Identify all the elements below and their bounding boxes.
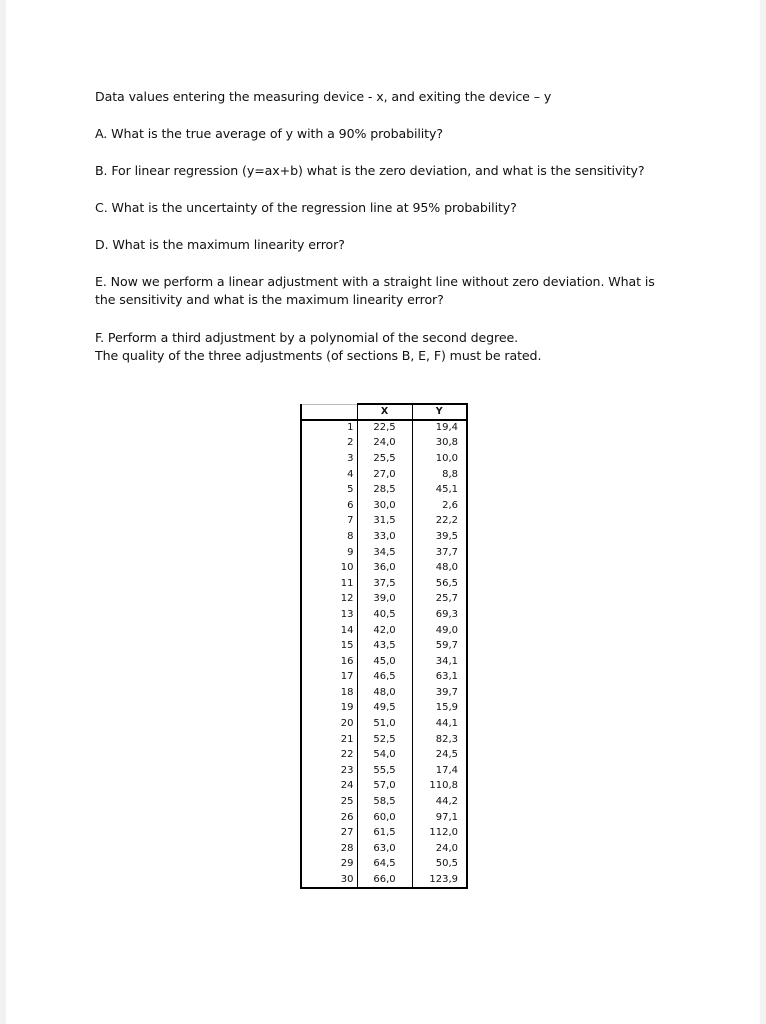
question-a xyxy=(95,125,675,143)
table-row xyxy=(301,872,467,888)
cell-y: 45,1 xyxy=(412,482,467,498)
cell-index: 6 xyxy=(301,498,357,514)
cell-x: 28,5 xyxy=(357,482,412,498)
cell-index: 13 xyxy=(301,607,357,623)
cell-index: 14 xyxy=(301,623,357,639)
cell-x: 63,0 xyxy=(357,841,412,857)
cell-index: 3 xyxy=(301,451,357,467)
table-row xyxy=(301,592,467,608)
header-y: Y xyxy=(412,404,467,420)
page-edge-left xyxy=(0,0,6,1024)
table-row xyxy=(301,623,467,639)
cell-y: 44,2 xyxy=(412,794,467,810)
cell-y: 110,8 xyxy=(412,779,467,795)
cell-y: 8,8 xyxy=(412,467,467,483)
cell-x: 46,5 xyxy=(357,670,412,686)
cell-y: 19,4 xyxy=(412,420,467,436)
table-row xyxy=(301,467,467,483)
header-index xyxy=(301,404,357,420)
table-row xyxy=(301,638,467,654)
table-row xyxy=(301,607,467,623)
table-row xyxy=(301,763,467,779)
table-row xyxy=(301,841,467,857)
cell-x: 57,0 xyxy=(357,779,412,795)
cell-x: 45,0 xyxy=(357,654,412,670)
question-d-text: D. What is the maximum linearity error? xyxy=(95,237,345,252)
cell-y: 39,5 xyxy=(412,529,467,545)
cell-y: 97,1 xyxy=(412,810,467,826)
cell-index: 30 xyxy=(301,872,357,888)
cell-index: 11 xyxy=(301,576,357,592)
cell-index: 23 xyxy=(301,763,357,779)
cell-y: 44,1 xyxy=(412,716,467,732)
cell-x: 55,5 xyxy=(357,763,412,779)
table-row xyxy=(301,545,467,561)
cell-index: 10 xyxy=(301,560,357,576)
cell-y: 39,7 xyxy=(412,685,467,701)
table-row xyxy=(301,529,467,545)
question-c-text: C. What is the uncertainty of the regression line at 95% probability? xyxy=(95,200,517,215)
cell-x: 54,0 xyxy=(357,747,412,763)
cell-y: 25,7 xyxy=(412,592,467,608)
table-row xyxy=(301,825,467,841)
cell-index: 7 xyxy=(301,514,357,530)
table-row xyxy=(301,747,467,763)
question-b-text: B. For linear regression (y=ax+b) what is the zero deviation, and what is the sensitivity? xyxy=(95,163,645,178)
cell-y: 50,5 xyxy=(412,857,467,873)
table-row xyxy=(301,685,467,701)
cell-index: 27 xyxy=(301,825,357,841)
cell-index: 9 xyxy=(301,545,357,561)
cell-y: 2,6 xyxy=(412,498,467,514)
cell-index: 12 xyxy=(301,592,357,608)
cell-x: 30,0 xyxy=(357,498,412,514)
cell-y: 49,0 xyxy=(412,623,467,639)
table-row xyxy=(301,514,467,530)
cell-x: 42,0 xyxy=(357,623,412,639)
intro-text xyxy=(95,88,675,106)
table-row xyxy=(301,732,467,748)
cell-index: 28 xyxy=(301,841,357,857)
cell-index: 26 xyxy=(301,810,357,826)
table-header-row xyxy=(301,404,467,420)
question-b xyxy=(95,162,675,180)
cell-x: 43,5 xyxy=(357,638,412,654)
cell-y: 56,5 xyxy=(412,576,467,592)
cell-x: 22,5 xyxy=(357,420,412,436)
table-row xyxy=(301,810,467,826)
cell-index: 17 xyxy=(301,670,357,686)
cell-x: 24,0 xyxy=(357,436,412,452)
cell-index: 4 xyxy=(301,467,357,483)
cell-x: 40,5 xyxy=(357,607,412,623)
cell-x: 51,0 xyxy=(357,716,412,732)
cell-index: 18 xyxy=(301,685,357,701)
cell-index: 1 xyxy=(301,420,357,436)
header-x: X xyxy=(357,404,412,420)
question-e xyxy=(95,273,675,309)
cell-index: 22 xyxy=(301,747,357,763)
table-row xyxy=(301,716,467,732)
cell-y: 10,0 xyxy=(412,451,467,467)
cell-index: 5 xyxy=(301,482,357,498)
table-row xyxy=(301,451,467,467)
question-e-text: E. Now we perform a linear adjustment with a straight line without zero deviation. What is the sensitivity and what is the maximum linearity error? xyxy=(95,274,655,307)
table-row xyxy=(301,794,467,810)
cell-y: 34,1 xyxy=(412,654,467,670)
cell-x: 61,5 xyxy=(357,825,412,841)
question-f-line2: The quality of the three adjustments (of sections B, E, F) must be rated. xyxy=(95,348,542,363)
cell-x: 39,0 xyxy=(357,592,412,608)
cell-x: 64,5 xyxy=(357,857,412,873)
cell-x: 66,0 xyxy=(357,872,412,888)
table-row xyxy=(301,560,467,576)
cell-index: 20 xyxy=(301,716,357,732)
cell-x: 60,0 xyxy=(357,810,412,826)
question-f-line1: F. Perform a third adjustment by a polynomial of the second degree. xyxy=(95,330,519,345)
cell-x: 49,5 xyxy=(357,701,412,717)
cell-x: 36,0 xyxy=(357,560,412,576)
question-d xyxy=(95,236,675,254)
cell-index: 24 xyxy=(301,779,357,795)
question-c xyxy=(95,199,675,217)
cell-index: 25 xyxy=(301,794,357,810)
cell-index: 16 xyxy=(301,654,357,670)
cell-x: 48,0 xyxy=(357,685,412,701)
cell-index: 15 xyxy=(301,638,357,654)
cell-y: 59,7 xyxy=(412,638,467,654)
cell-y: 30,8 xyxy=(412,436,467,452)
table-row xyxy=(301,670,467,686)
cell-y: 17,4 xyxy=(412,763,467,779)
cell-index: 8 xyxy=(301,529,357,545)
cell-index: 19 xyxy=(301,701,357,717)
cell-y: 15,9 xyxy=(412,701,467,717)
cell-index: 2 xyxy=(301,436,357,452)
cell-index: 21 xyxy=(301,732,357,748)
cell-x: 27,0 xyxy=(357,467,412,483)
cell-y: 123,9 xyxy=(412,872,467,888)
cell-x: 52,5 xyxy=(357,732,412,748)
data-table xyxy=(300,403,468,889)
table-row xyxy=(301,482,467,498)
cell-y: 112,0 xyxy=(412,825,467,841)
table-row xyxy=(301,576,467,592)
question-f xyxy=(95,329,675,365)
table-row xyxy=(301,857,467,873)
cell-y: 63,1 xyxy=(412,670,467,686)
table-row xyxy=(301,654,467,670)
cell-y: 24,5 xyxy=(412,747,467,763)
intro-line: Data values entering the measuring device - x, and exiting the device – y xyxy=(95,89,552,104)
table-row xyxy=(301,436,467,452)
table-body xyxy=(301,420,467,888)
cell-x: 58,5 xyxy=(357,794,412,810)
cell-y: 37,7 xyxy=(412,545,467,561)
table-row xyxy=(301,420,467,436)
cell-y: 82,3 xyxy=(412,732,467,748)
page-edge-right xyxy=(760,0,766,1024)
cell-x: 37,5 xyxy=(357,576,412,592)
table-row xyxy=(301,701,467,717)
table-row xyxy=(301,498,467,514)
cell-y: 22,2 xyxy=(412,514,467,530)
cell-index: 29 xyxy=(301,857,357,873)
cell-x: 34,5 xyxy=(357,545,412,561)
cell-y: 24,0 xyxy=(412,841,467,857)
cell-y: 69,3 xyxy=(412,607,467,623)
cell-x: 33,0 xyxy=(357,529,412,545)
question-a-text: A. What is the true average of y with a 90% probability? xyxy=(95,126,443,141)
cell-x: 31,5 xyxy=(357,514,412,530)
cell-x: 25,5 xyxy=(357,451,412,467)
table-row xyxy=(301,779,467,795)
cell-y: 48,0 xyxy=(412,560,467,576)
